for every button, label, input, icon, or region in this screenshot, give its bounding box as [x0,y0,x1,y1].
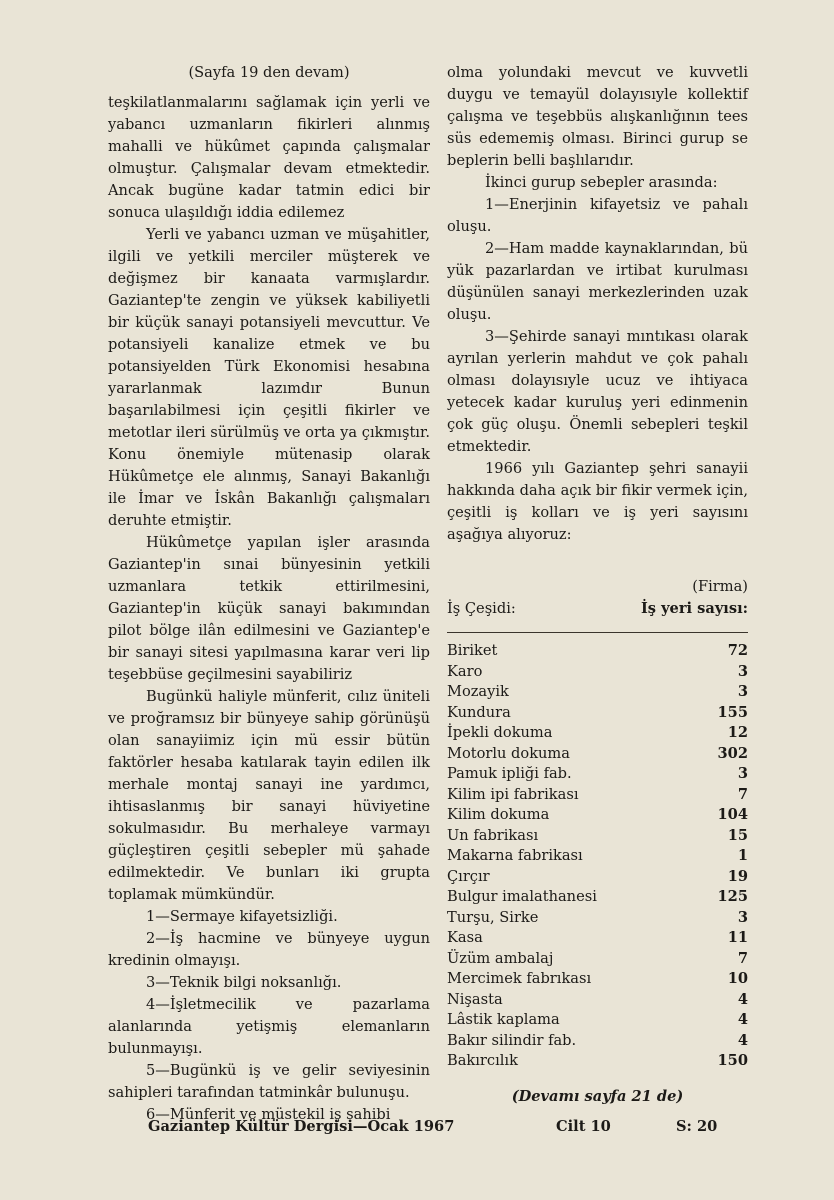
paragraph: Hükûmetçe yapılan işler arasında Gaziantep'in sınai bünyesinin yetkili uzmanlara tetkik ettirilmesini, Gaziantep'in küçük sanayi bakımından pilot bölge ilân edilmesini ve Gaziantep'e bir sanayi sitesi yapılmasına karar veri lip teşebbüse geçilmesini sayabiliriz [108,534,430,683]
row-label: Un fabrikası [447,826,539,844]
paragraph: Yerli ve yabancı uzman ve müşahitler, ilgili ve yetkili merciler müşterek ve değişmez bir kanaata varmışlardır. Gaziantep'te zengin ve yüksek kabiliyetli bir küçük sanayi potansiyeli mevcuttur. Ve potansiyeli kanalize etmek ve bu potansiyelden Türk Ekonomisi hesabına yararlanmak lazımdır Bunun başarılabilmesi için çeşitli fikirler ve metotlar ileri sürülmüş ve orta ya çıkmıştır. Konu önemiyle mütenasip olarak Hükûmetçe ele alınmış, Sanayi Bakanlığı ile İmar ve İskân Bakanlığı çalışmaları deruhte etmiştir. [108,226,430,529]
row-label: Lâstik kaplama [447,1011,560,1028]
table-row [447,1010,748,1031]
table-row [447,744,748,765]
row-label: Turşu, Sirke [447,908,539,926]
table-row [447,1051,748,1072]
row-count: 125 [717,888,748,905]
column-header-type: İş Çeşidi: [447,600,516,617]
paragraph: 2—Ham madde kaynaklarından, bü yük pazarlardan ve irtibat kurulması düşünülen sanayi merkezlerinden uzak oluşu. [447,240,748,323]
row-label: Mozayik [447,683,509,700]
row-label: Kilim ipi fabrikası [447,785,579,803]
paragraph: İkinci gurup sebepler arasında: [485,174,718,191]
table-row [447,826,748,847]
row-label: Kasa [447,929,483,946]
row-count: 11 [727,929,748,946]
page-number: S: 20 [676,1118,718,1135]
paragraph: olma yolundaki mevcut ve kuvvetli duygu ve temayül dolayısıyle kollektif çalışma ve teşebbüs alışkanlığının tees süs edememiş olması. Birinci gurup se beplerin belli başlılarıdır. [447,64,748,169]
row-label: Kundura [447,703,511,721]
row-label: Mercimek fabrıkası [447,970,592,987]
row-count: 4 [737,1031,748,1049]
row-count: 12 [727,724,748,741]
list-item: 4—İşletmecilik ve pazarlama alanlarında yetişmiş elemanların bulunmayışı. [108,996,430,1057]
row-count: 15 [727,826,748,844]
row-label: Karo [447,662,483,680]
row-label: Motorlu dokuma [447,744,570,762]
table-row [447,805,748,826]
left-column [108,62,430,1126]
volume-label: Cilt 10 [556,1118,611,1135]
table-row [447,990,748,1011]
table-row [447,641,748,662]
paragraph: 3—Şehirde sanayi mıntıkası olarak ayrılan yerlerin mahdut ve çok pahalı olması dolayısıyle ucuz ve ihtiyaca yetecek kadar kuruluş yeri edinmenin çok güç oluşu. Önemli sebepleri teşkil etmektedir. [447,328,748,455]
row-count: 3 [737,683,748,700]
table-row [447,703,748,724]
list-item: 3—Teknik bilgi noksanlığı. [146,974,342,991]
paragraph: teşkilatlanmalarını sağlamak için yerli ve yabancı uzmanların fikirleri alınmış mahalli ve hükûmet çapında çalışmalar olmuştur. Çalışmalar devam etmektedir. Ancak bugüne kadar tatmin edici bir sonuca ulaşıldığı iddia edilemez [108,94,430,221]
table-row [447,928,748,949]
row-label: İpekli dokuma [447,724,553,741]
table-row [447,949,748,970]
row-count: 302 [717,744,748,762]
paragraph: 1966 yılı Gaziantep şehri sanayii hakkında daha açık bir fikir vermek için, çeşitli iş kolları ve iş yeri sayısını aşağıya alıyoruz: [447,460,748,543]
table-header [447,576,748,624]
list-item: 6—Münferit ve müstekil iş sahibi [146,1106,391,1123]
reasons-list [108,906,430,1126]
row-count: 3 [737,908,748,926]
row-count: 104 [717,806,748,823]
row-count: 150 [717,1052,748,1069]
row-count: 4 [737,990,748,1008]
list-item: 2—İş hacmine ve bünyeye uygun kredinin olmayışı. [108,930,430,969]
row-count: 3 [737,765,748,782]
table-row [447,682,748,703]
row-label: Bakırcılık [447,1052,518,1069]
row-label: Kilim dokuma [447,806,550,823]
row-count: 1 [737,847,748,864]
table-row [447,969,748,990]
table-row [447,846,748,867]
row-count: 3 [737,662,748,680]
row-count: 155 [717,703,748,721]
table-row [447,662,748,683]
row-count: 72 [727,642,748,659]
table-row [447,867,748,888]
list-item: 1—Sermaye kifayetsizliği. [146,908,338,925]
industry-table [447,632,748,1072]
row-count: 7 [737,949,748,967]
row-count: 19 [727,867,748,885]
continuation-note: (Sayfa 19 den devam) [188,64,350,81]
table-row [447,887,748,908]
table-row [447,908,748,929]
row-label: Makarna fabrikası [447,847,583,864]
paragraph: 1—Enerjinin kifayetsiz ve pahalı oluşu. [447,196,748,235]
column-header-count: İş yeri sayısı: [640,600,748,617]
row-label: Üzüm ambalaj [447,949,554,967]
table-row [447,1031,748,1052]
firma-label: (Firma) [692,578,748,595]
continued-note: (Devamı sayfa 21 de) [511,1087,684,1105]
row-label: Bulgur imalathanesi [447,888,597,905]
row-count: 10 [727,970,748,987]
table-row [447,723,748,744]
paragraph: Bugünkü haliyle münferit, cılız üniteli ve proğramsız bir bünyeye sahip görünüşü olan sanayiimiz için mü essir bütün faktörler hesaba katılarak tayin edilen ilk merhale montaj sanayi ine yardımcı, ihtisaslanmış bir sanayi hüviyetine sokulmasıdır. Bu merhaleye varmayı güçleştiren çeşitli sebepler mü şahade edilmektedir. Ve bunları iki grupta toplamak mümkündür. [108,688,430,903]
row-label: Çırçır [447,867,490,885]
row-label: Pamuk ipliği fab. [447,765,572,782]
journal-title: Gaziantep Kültür Dergisi—Ocak 1967 [148,1118,455,1135]
row-count: 7 [737,785,748,803]
table-row [447,764,748,785]
right-column [447,62,748,1108]
row-label: Nişasta [447,990,503,1008]
row-label: Bakır silindir fab. [447,1031,577,1049]
list-item: 5—Bugünkü iş ve gelir seviyesinin sahipleri tarafından tatminkâr bulunuşu. [108,1062,430,1101]
row-count: 4 [737,1011,748,1028]
row-label: Biriket [447,642,498,659]
table-row [447,785,748,806]
